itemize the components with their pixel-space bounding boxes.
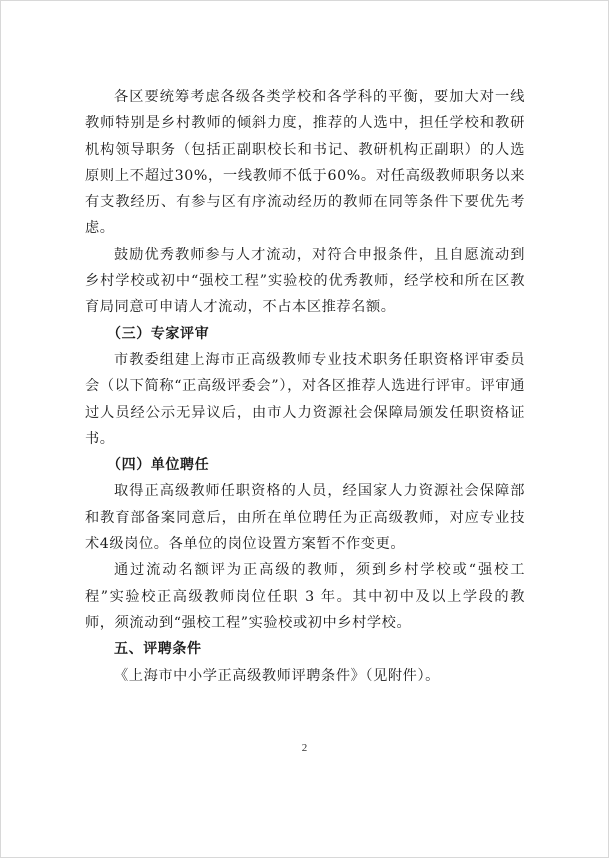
paragraph-conditions: 《上海市中小学正高级教师评聘条件》（见附件）。	[114, 667, 440, 684]
section-heading-conditions: 五、评聘条件	[114, 641, 202, 658]
paragraph-unit-appointment: 取得正高级教师任职资格的人员，经国家人力资源社会保障部和教育部备案同意后，由所在单位聘任为正高级教师，对应专业技术4级岗位。各单位的岗位设置方案暂不作变更。	[85, 483, 525, 553]
section-heading-unit-appointment: （四）单位聘任	[107, 457, 210, 474]
page-number: 2	[301, 742, 308, 754]
document-body	[85, 84, 525, 689]
paragraph-talent-flow: 鼓励优秀教师参与人才流动，对符合申报条件，且自愿流动到乡村学校或初中“强校工程”实验校的优秀教师，经学校和所在区教育局同意可申请人才流动，不占本区推荐名额。	[85, 246, 525, 316]
paragraph-balance: 各区要统筹考虑各级各类学校和各学科的平衡，要加大对一线教师特别是乡村教师的倾斜力度，推荐的人选中，担任学校和教研机构领导职务（包括正副职校长和书记、教研机构正副职）的人选原则上不超过30%，一线教师不低于60%。对任高级教师职务以来有支教经历、有参与区有序流动经历的教师在同等条件下要优先考虑。	[85, 89, 525, 237]
paragraph-flow-quota: 通过流动名额评为正高级的教师，须到乡村学校或“强校工程”实验校正高级教师岗位任职 3 年。其中初中及以上学段的教师，须流动到“强校工程”实验校或初中乡村学校。	[85, 562, 525, 631]
section-heading-expert-review: （三）专家评审	[107, 325, 210, 342]
paragraph-expert-review: 市教委组建上海市正高级教师专业技术职务任职资格评审委员会（以下简称“正高级评委会”），对各区推荐人选进行评审。评审通过人员经公示无异议后，由市人力资源社会保障局颁发任职资格证书。	[85, 351, 525, 447]
